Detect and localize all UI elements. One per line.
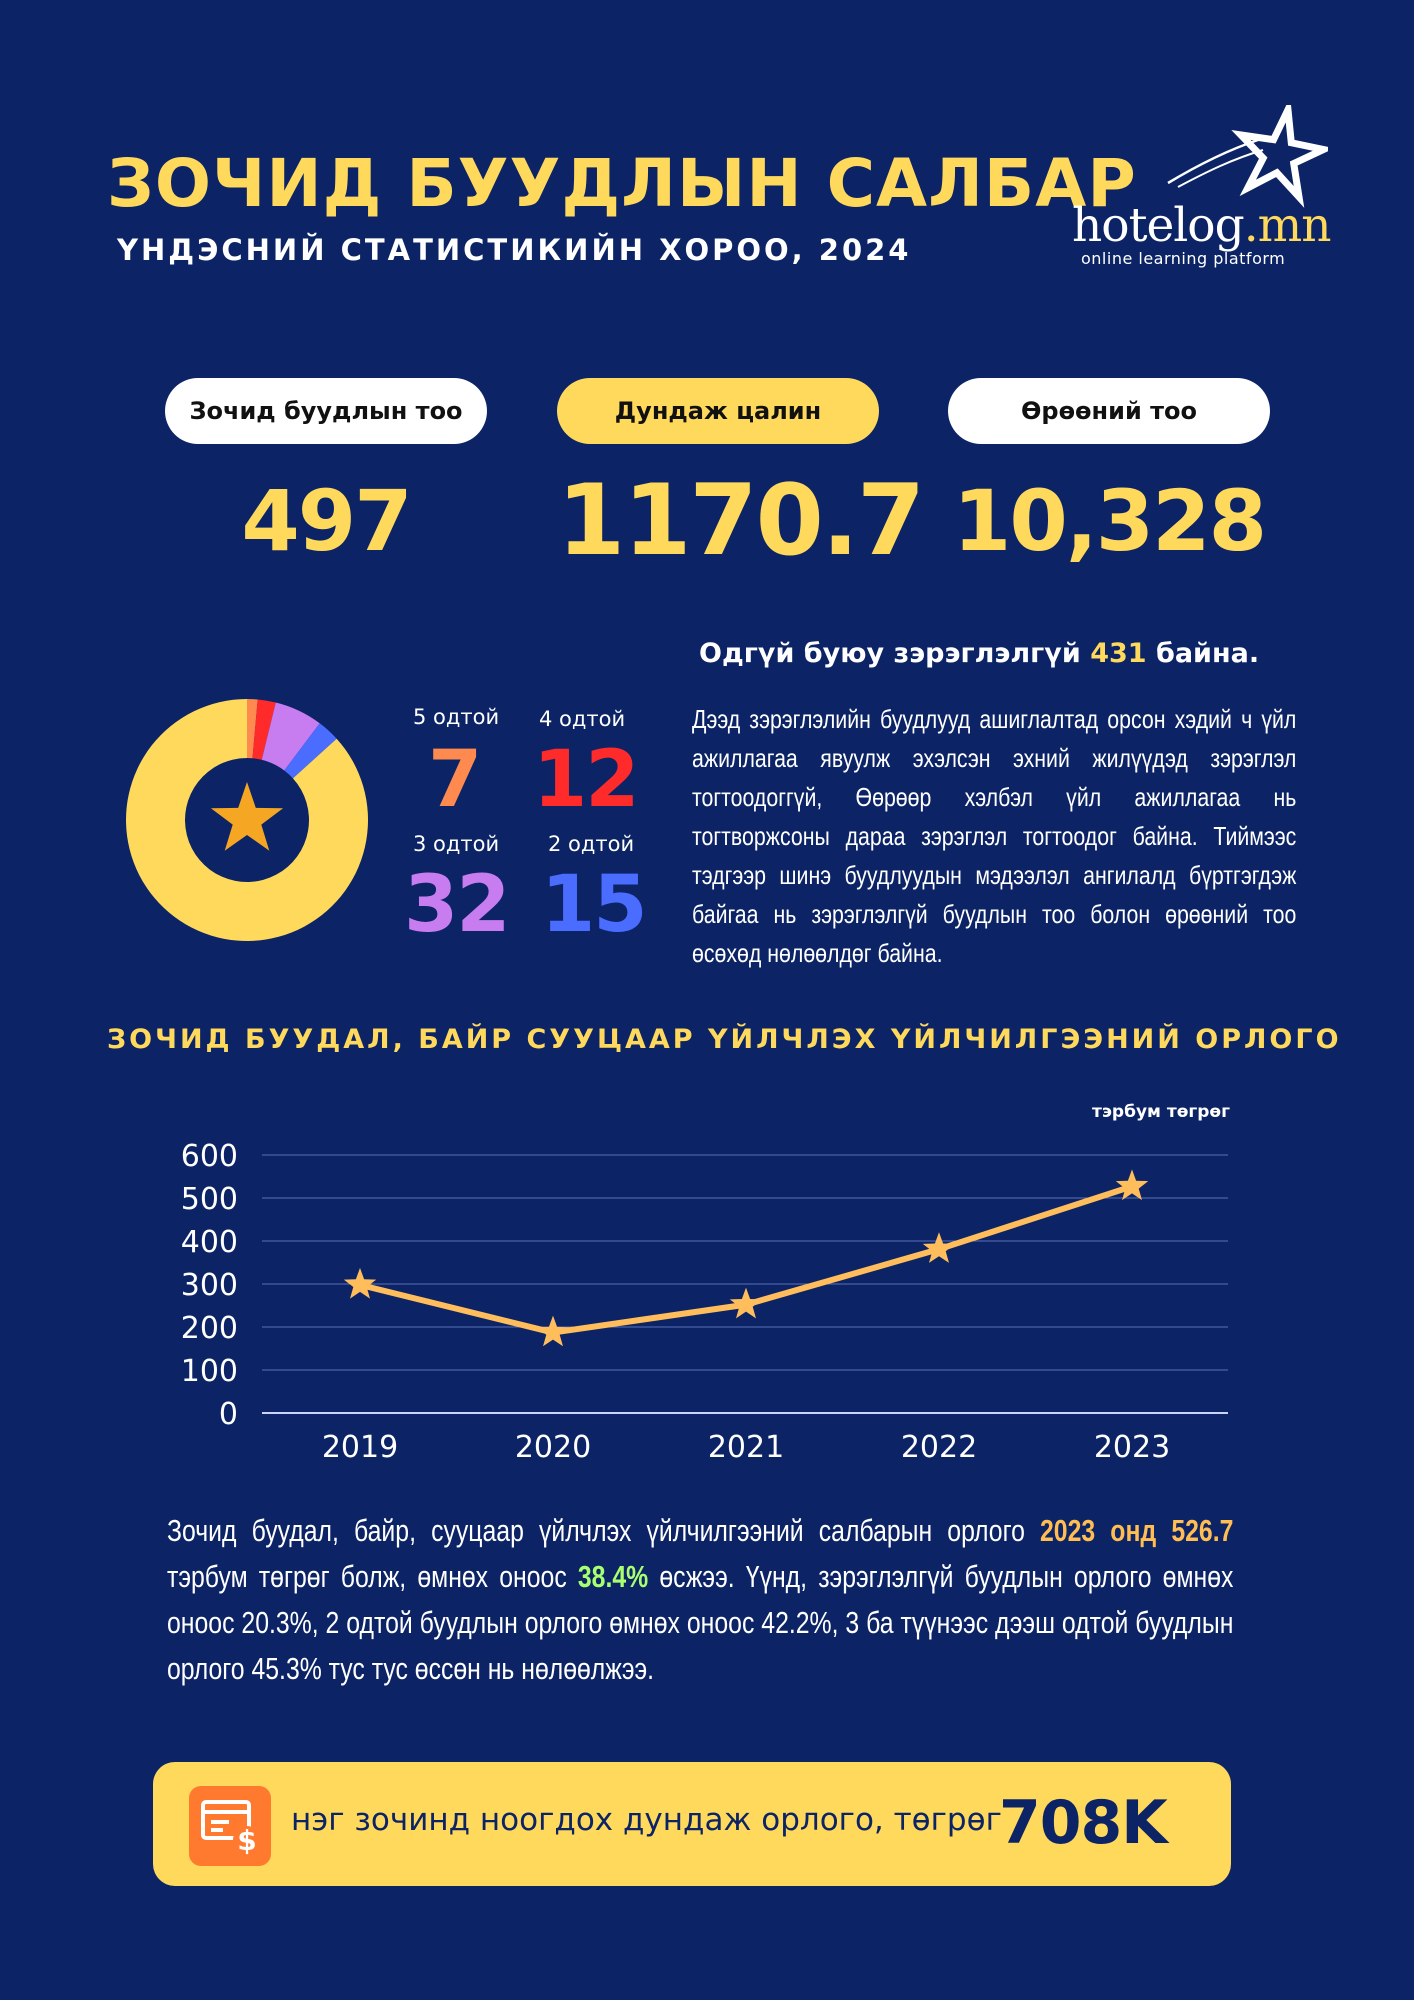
revenue-line-chart: [150, 1095, 1250, 1475]
chart-x-tick-label: 2022: [900, 1430, 978, 1465]
rating-value-5: 7: [428, 735, 481, 825]
banner-label: нэг зочинд ноогдох дундаж орлого, төгрөг: [291, 1802, 1002, 1838]
chart-point-star: [730, 1288, 762, 1319]
chart-point-star: [923, 1232, 955, 1263]
chart-point-star: [344, 1268, 376, 1299]
revenue-paragraph: Зочид буудал, байр, сууцаар үйлчлэх үйлчилгээний салбарын орлого 2023 онд 526.7 тэрбум төгрөг болж, өмнөх оноос 38.4% өсжээ. Үүнд, зэрэглэлгүй буудлын орлого өмнөх оноос 20.3%, 2 одтой буудлын орлого өмнөх оноос 42.2%, 3 ба түүнээс дээш одтой буудлын орлого 45.3% тус тус өссөн нь нөлөөлжээ.: [167, 1513, 1234, 1686]
revenue-section-title: ЗОЧИД БУУДАЛ, БАЙР СУУЦААР ҮЙЛЧЛЭХ ҮЙЛЧИЛГЭЭНИЙ ОРЛОГО: [107, 1024, 1342, 1055]
chart-point-star: [537, 1316, 569, 1347]
chart-x-tick-label: 2020: [514, 1430, 592, 1465]
chart-y-tick-label: 600: [180, 1139, 238, 1174]
svg-text:$: $: [237, 1824, 257, 1857]
rating-explanation-paragraph: Дээд зэрэглэлийн буудлууд ашиглалтад орсон хэдий ч үйл ажиллагаа явуулж эхэлсэн эхний жилүүдэд зэрэглэл тогтоодоггүй, Өөрөөр хэлбэл үйл ажиллагаа нь тогтворжсоны дараа зэрэглэл тогтоодог байна. Тиймээс тэдгээр шинэ буудлуудын мэдээлэл ангилалд бүртгэгдэж байгаа нь зэрэглэлгүй буудлын тоо болон өрөөний тоо өсөхөд нөлөөлдөг байна.: [692, 704, 1297, 968]
stat-label-hotels: Зочид буудлын тоо: [165, 378, 487, 444]
stat-value-rooms: 10,328: [952, 472, 1266, 570]
rating-label-4: 4 одтой: [539, 707, 626, 731]
logo-tagline: online learning platform: [1081, 249, 1286, 268]
logo-wordmark: hotelog.mn: [1072, 198, 1331, 253]
rating-label-2: 2 одтой: [548, 832, 635, 856]
chart-y-tick-label: 0: [218, 1397, 238, 1432]
chart-y-tick-label: 100: [180, 1354, 238, 1389]
banner-value: 708K: [999, 1788, 1167, 1858]
chart-unit-label: тэрбум төгрөг: [1091, 1102, 1230, 1122]
rating-value-4: 12: [533, 735, 638, 825]
chart-y-tick-label: 500: [180, 1182, 238, 1217]
chart-x-tick-label: 2019: [321, 1430, 399, 1465]
rating-value-3: 32: [404, 860, 509, 950]
chart-x-tick-label: 2021: [707, 1430, 785, 1465]
stat-value-salary: 1170.7: [557, 464, 924, 578]
rating-value-2: 15: [541, 860, 646, 950]
chart-point-star: [1116, 1169, 1148, 1200]
stat-value-hotels: 497: [241, 472, 411, 570]
chart-y-tick-label: 200: [180, 1311, 238, 1346]
star-rating-donut: [124, 697, 370, 943]
stat-label-rooms: Өрөөний тоо: [948, 378, 1270, 444]
unstarred-note: Одгүй буюу зэрэглэлгүй 431 байна.: [699, 638, 1260, 669]
avg-revenue-banner: [153, 1762, 1231, 1886]
rating-label-3: 3 одтой: [413, 832, 500, 856]
chart-y-tick-label: 400: [180, 1225, 238, 1260]
page-title: ЗОЧИД БУУДЛЫН САЛБАР: [107, 145, 1137, 222]
invoice-dollar-icon: [189, 1786, 271, 1866]
chart-y-tick-label: 300: [180, 1268, 238, 1303]
stat-label-salary: Дундаж цалин: [557, 378, 879, 444]
page-subtitle: ҮНДЭСНИЙ СТАТИСТИКИЙН ХОРОО, 2024: [117, 233, 912, 267]
chart-x-tick-label: 2023: [1093, 1430, 1171, 1465]
rating-label-5: 5 одтой: [413, 705, 500, 729]
star-icon: [211, 782, 283, 851]
